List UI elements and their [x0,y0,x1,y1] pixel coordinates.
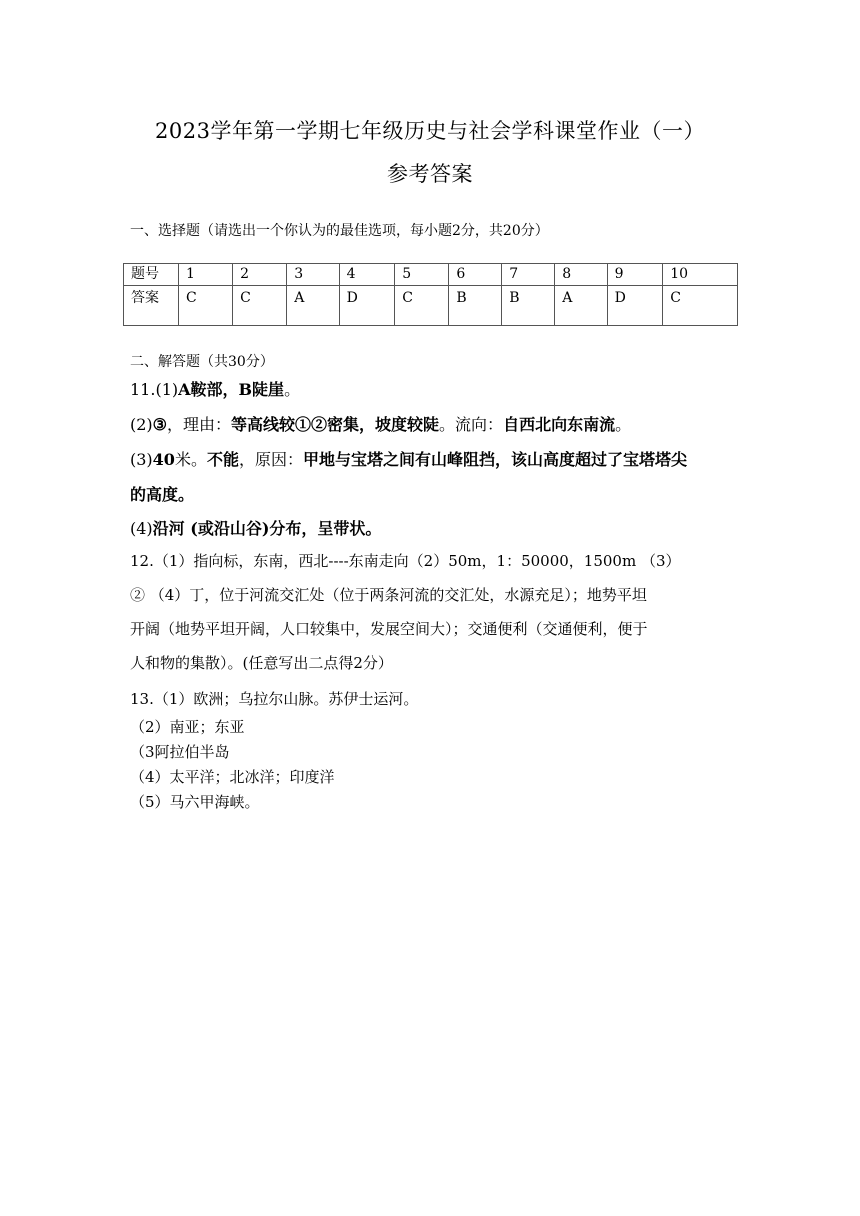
question-number: 8 [555,264,607,286]
row-label-number: 题号 [124,264,179,286]
q11-part1-end: 。 [284,380,301,399]
q11-part2-reason-label: ，理由： [167,415,232,434]
row-label-answer: 答案 [124,286,179,326]
q13-line-3: （3阿拉伯半岛 [130,743,230,761]
q11-part2 [130,412,740,435]
q11-part3-height: 40 [152,450,175,469]
answer-cell: B [449,286,502,326]
answer-cell: D [339,286,395,326]
question-number: 6 [449,264,502,286]
q11-part4-answer: 沿河 (或沿山谷)分布，呈带状。 [152,519,382,538]
q11-part1-answer: A鞍部，B陡崖 [178,380,285,399]
q11-part3-reason-cont: 的高度。 [130,485,195,504]
q11-part3-answer: 不能 [206,450,239,469]
answer-cell: A [555,286,607,326]
q12-line-1: 12.（1）指向标，东南，西北----东南走向（2）50m，1：50000，1500m （3） [130,552,681,570]
q13-line-5: （5）马六甲海峡。 [130,793,260,811]
answer-cell: C [233,286,287,326]
q11-part3-reason: 甲地与宝塔之间有山峰阻挡，该山高度超过了宝塔塔尖 [302,450,687,469]
section-1-heading: 一、选择题（请选出一个你认为的最佳选项，每小题2分，共20分） [130,223,549,239]
q11-part1 [130,377,740,400]
answer-cell: D [607,286,663,326]
question-number: 9 [607,264,663,286]
q11-part2-flow-label: 。流向： [439,415,504,434]
page-title: 2023学年第一学期七年级历史与社会学科课堂作业（一） [155,119,705,143]
answer-cell: C [395,286,449,326]
q11-part3-cont [130,482,740,505]
q11-part1-prefix: 11.(1) [130,380,179,399]
page-subtitle: 参考答案 [387,162,473,186]
q11-part2-answer: ③ [152,415,168,434]
answer-row [124,286,738,326]
question-number-row [124,264,738,286]
q12-line-2: ② （4）丁，位于河流交汇处（位于两条河流的交汇处，水源充足）；地势平坦 [130,586,647,604]
question-number: 7 [502,264,555,286]
answer-cell: C [663,286,738,326]
q11-part3-unit: 米。 [174,450,207,469]
q11-part3 [130,447,740,470]
question-number: 5 [395,264,449,286]
q13-line-2: （2）南亚；东亚 [130,718,245,736]
q11-part4 [130,516,740,539]
answer-cell: B [502,286,555,326]
q11-part2-flow: 自西北向东南流 [503,415,616,434]
section-2-heading: 二、解答题（共30分） [130,354,274,370]
q12-line-3: 开阔（地势平坦开阔，人口较集中，发展空间大）；交通便利（交通便利，便于 [130,620,648,638]
question-number: 1 [179,264,233,286]
q11-part3-reason-label: ，原因： [238,450,303,469]
q13-line-4: （4）太平洋；北冰洋；印度洋 [130,768,335,786]
q11-part4-prefix: (4) [130,519,153,538]
question-number: 2 [233,264,287,286]
question-number: 10 [663,264,738,286]
q11-part3-prefix: (3) [130,450,153,469]
question-number: 4 [339,264,395,286]
answer-cell: A [287,286,339,326]
answer-cell: C [179,286,233,326]
question-number: 3 [287,264,339,286]
q13-line-1: 13.（1）欧洲；乌拉尔山脉。苏伊士运河。 [130,690,419,708]
q11-part2-prefix: (2) [130,415,153,434]
q12-line-4: 人和物的集散）。(任意写出二点得2分） [130,654,393,672]
q11-part2-end: 。 [615,415,632,434]
answer-table [123,263,738,326]
q11-part2-reason: 等高线较①②密集，坡度较陡 [231,415,440,434]
